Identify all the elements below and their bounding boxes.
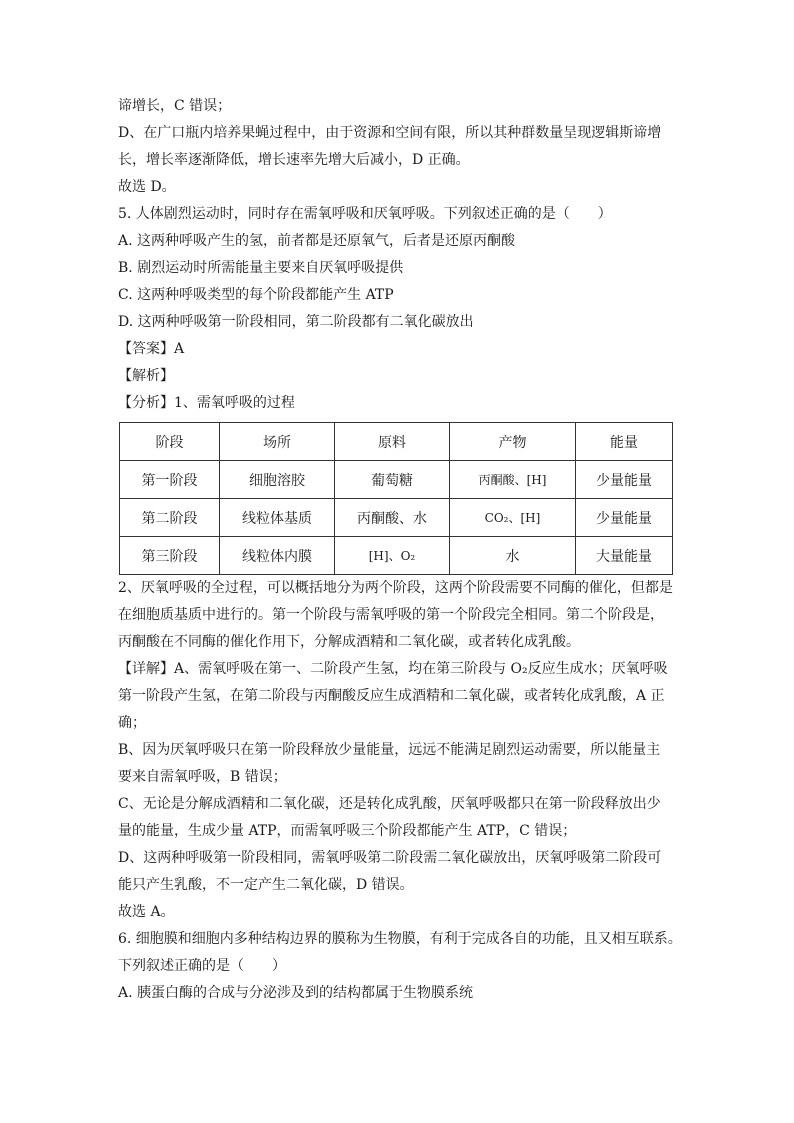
table-cell: 少量能量 — [576, 461, 673, 499]
table-header-row — [120, 423, 673, 461]
table-header-cell: 阶段 — [120, 423, 220, 461]
option-a: A. 胰蛋白酶的合成与分泌涉及到的结构都属于生物膜系统 — [118, 985, 474, 1001]
option-b: B. 剧烈运动时所需能量主要来自厌氧呼吸提供 — [118, 260, 404, 276]
text-line: 丙酮酸在不同酶的催化作用下，分解成酒精和二氧化碳，或者转化成乳酸。 — [118, 634, 580, 650]
table-cell: 第二阶段 — [120, 499, 220, 537]
text-line: 第一阶段产生氢，在第二阶段与丙酮酸反应生成酒精和二氧化碳，或者转化成乳酸，A 正 — [118, 688, 665, 704]
text-line: 要来自需氧呼吸，B 错误； — [118, 769, 287, 785]
question-6-stem: 6. 细胞膜和细胞内多种结构边界的膜称为生物膜，有利于完成各自的功能，且又相互联系。 — [118, 931, 682, 947]
table-cell: 少量能量 — [576, 499, 673, 537]
text-line: C、无论是分解成酒精和二氧化碳，还是转化成乳酸，厌氧呼吸都只在第一阶段释放出少 — [118, 796, 661, 812]
option-a: A. 这两种呼吸产生的氢，前者都是还原氧气，后者是还原丙酮酸 — [118, 233, 516, 249]
table-row — [120, 461, 673, 499]
table-cell: 第三阶段 — [120, 537, 220, 575]
text-line: 2、厌氧呼吸的全过程，可以概括地分为两个阶段，这两个阶段需要不同酶的催化，但都是 — [118, 580, 673, 596]
text-line: B、因为厌氧呼吸只在第一阶段释放少量能量，远远不能满足剧烈运动需要，所以能量主 — [118, 742, 661, 758]
table-cell: [H]、O₂ — [335, 537, 450, 575]
table-header-cell: 场所 — [220, 423, 335, 461]
table-header-cell: 原料 — [335, 423, 450, 461]
table-cell: CO₂、[H] — [450, 499, 576, 537]
text-line: D、这两种呼吸第一阶段相同，需氧呼吸第二阶段需二氧化碳放出，厌氧呼吸第二阶段可 — [118, 850, 662, 866]
text-line: D、在广口瓶内培养果蝇过程中，由于资源和空间有限，所以其种群数量呈现逻辑斯谛增 — [118, 125, 662, 141]
question-5-stem: 5. 人体剧烈运动时，同时存在需氧呼吸和厌氧呼吸。下列叙述正确的是（ ） — [118, 206, 612, 222]
analysis-label: 【解析】 — [118, 368, 174, 384]
table-cell: 葡萄糖 — [335, 461, 450, 499]
table-header-cell: 能量 — [576, 423, 673, 461]
table-cell: 大量能量 — [576, 537, 673, 575]
table-cell: 细胞溶胶 — [220, 461, 335, 499]
table-cell: 丙酮酸、水 — [335, 499, 450, 537]
detail-label: 【详解】A、需氧呼吸在第一、二阶段产生氢，均在第三阶段与 O₂反应生成水；厌氧呼吸 — [118, 661, 668, 677]
table-cell: 线粒体基质 — [220, 499, 335, 537]
table-cell: 第一阶段 — [120, 461, 220, 499]
text-line: 确； — [118, 715, 146, 731]
text-line: 故选 D。 — [118, 179, 176, 195]
text-line: 量的能量，生成少量 ATP，而需氧呼吸三个阶段都能产生 ATP，C 错误； — [118, 823, 577, 839]
text-line: 在细胞质基质中进行的。第一个阶段与需氧呼吸的第一个阶段完全相同。第二个阶段是， — [118, 607, 664, 623]
table-header-cell: 产物 — [450, 423, 576, 461]
option-c: C. 这两种呼吸类型的每个阶段都能产生 ATP — [118, 287, 394, 303]
text-line: 长，增长率逐渐降低，增长速率先增大后减小，D 正确。 — [118, 152, 470, 168]
table-cell: 丙酮酸、[H] — [450, 461, 576, 499]
table-row — [120, 499, 673, 537]
option-d: D. 这两种呼吸第一阶段相同，第二阶段都有二氧化碳放出 — [118, 314, 474, 330]
table-cell: 线粒体内膜 — [220, 537, 335, 575]
aerobic-respiration-table — [119, 422, 673, 575]
text-line: 下列叙述正确的是（ ） — [118, 958, 286, 974]
text-line: 故选 A。 — [118, 904, 175, 920]
text-line: 谛增长，C 错误； — [118, 98, 232, 114]
answer-label: 【答案】A — [118, 341, 185, 357]
table-cell: 水 — [450, 537, 576, 575]
analysis-intro: 【分析】1、需氧呼吸的过程 — [118, 395, 295, 411]
table-row — [120, 537, 673, 575]
text-line: 能只产生乳酸，不一定产生二氧化碳，D 错误。 — [118, 877, 414, 893]
